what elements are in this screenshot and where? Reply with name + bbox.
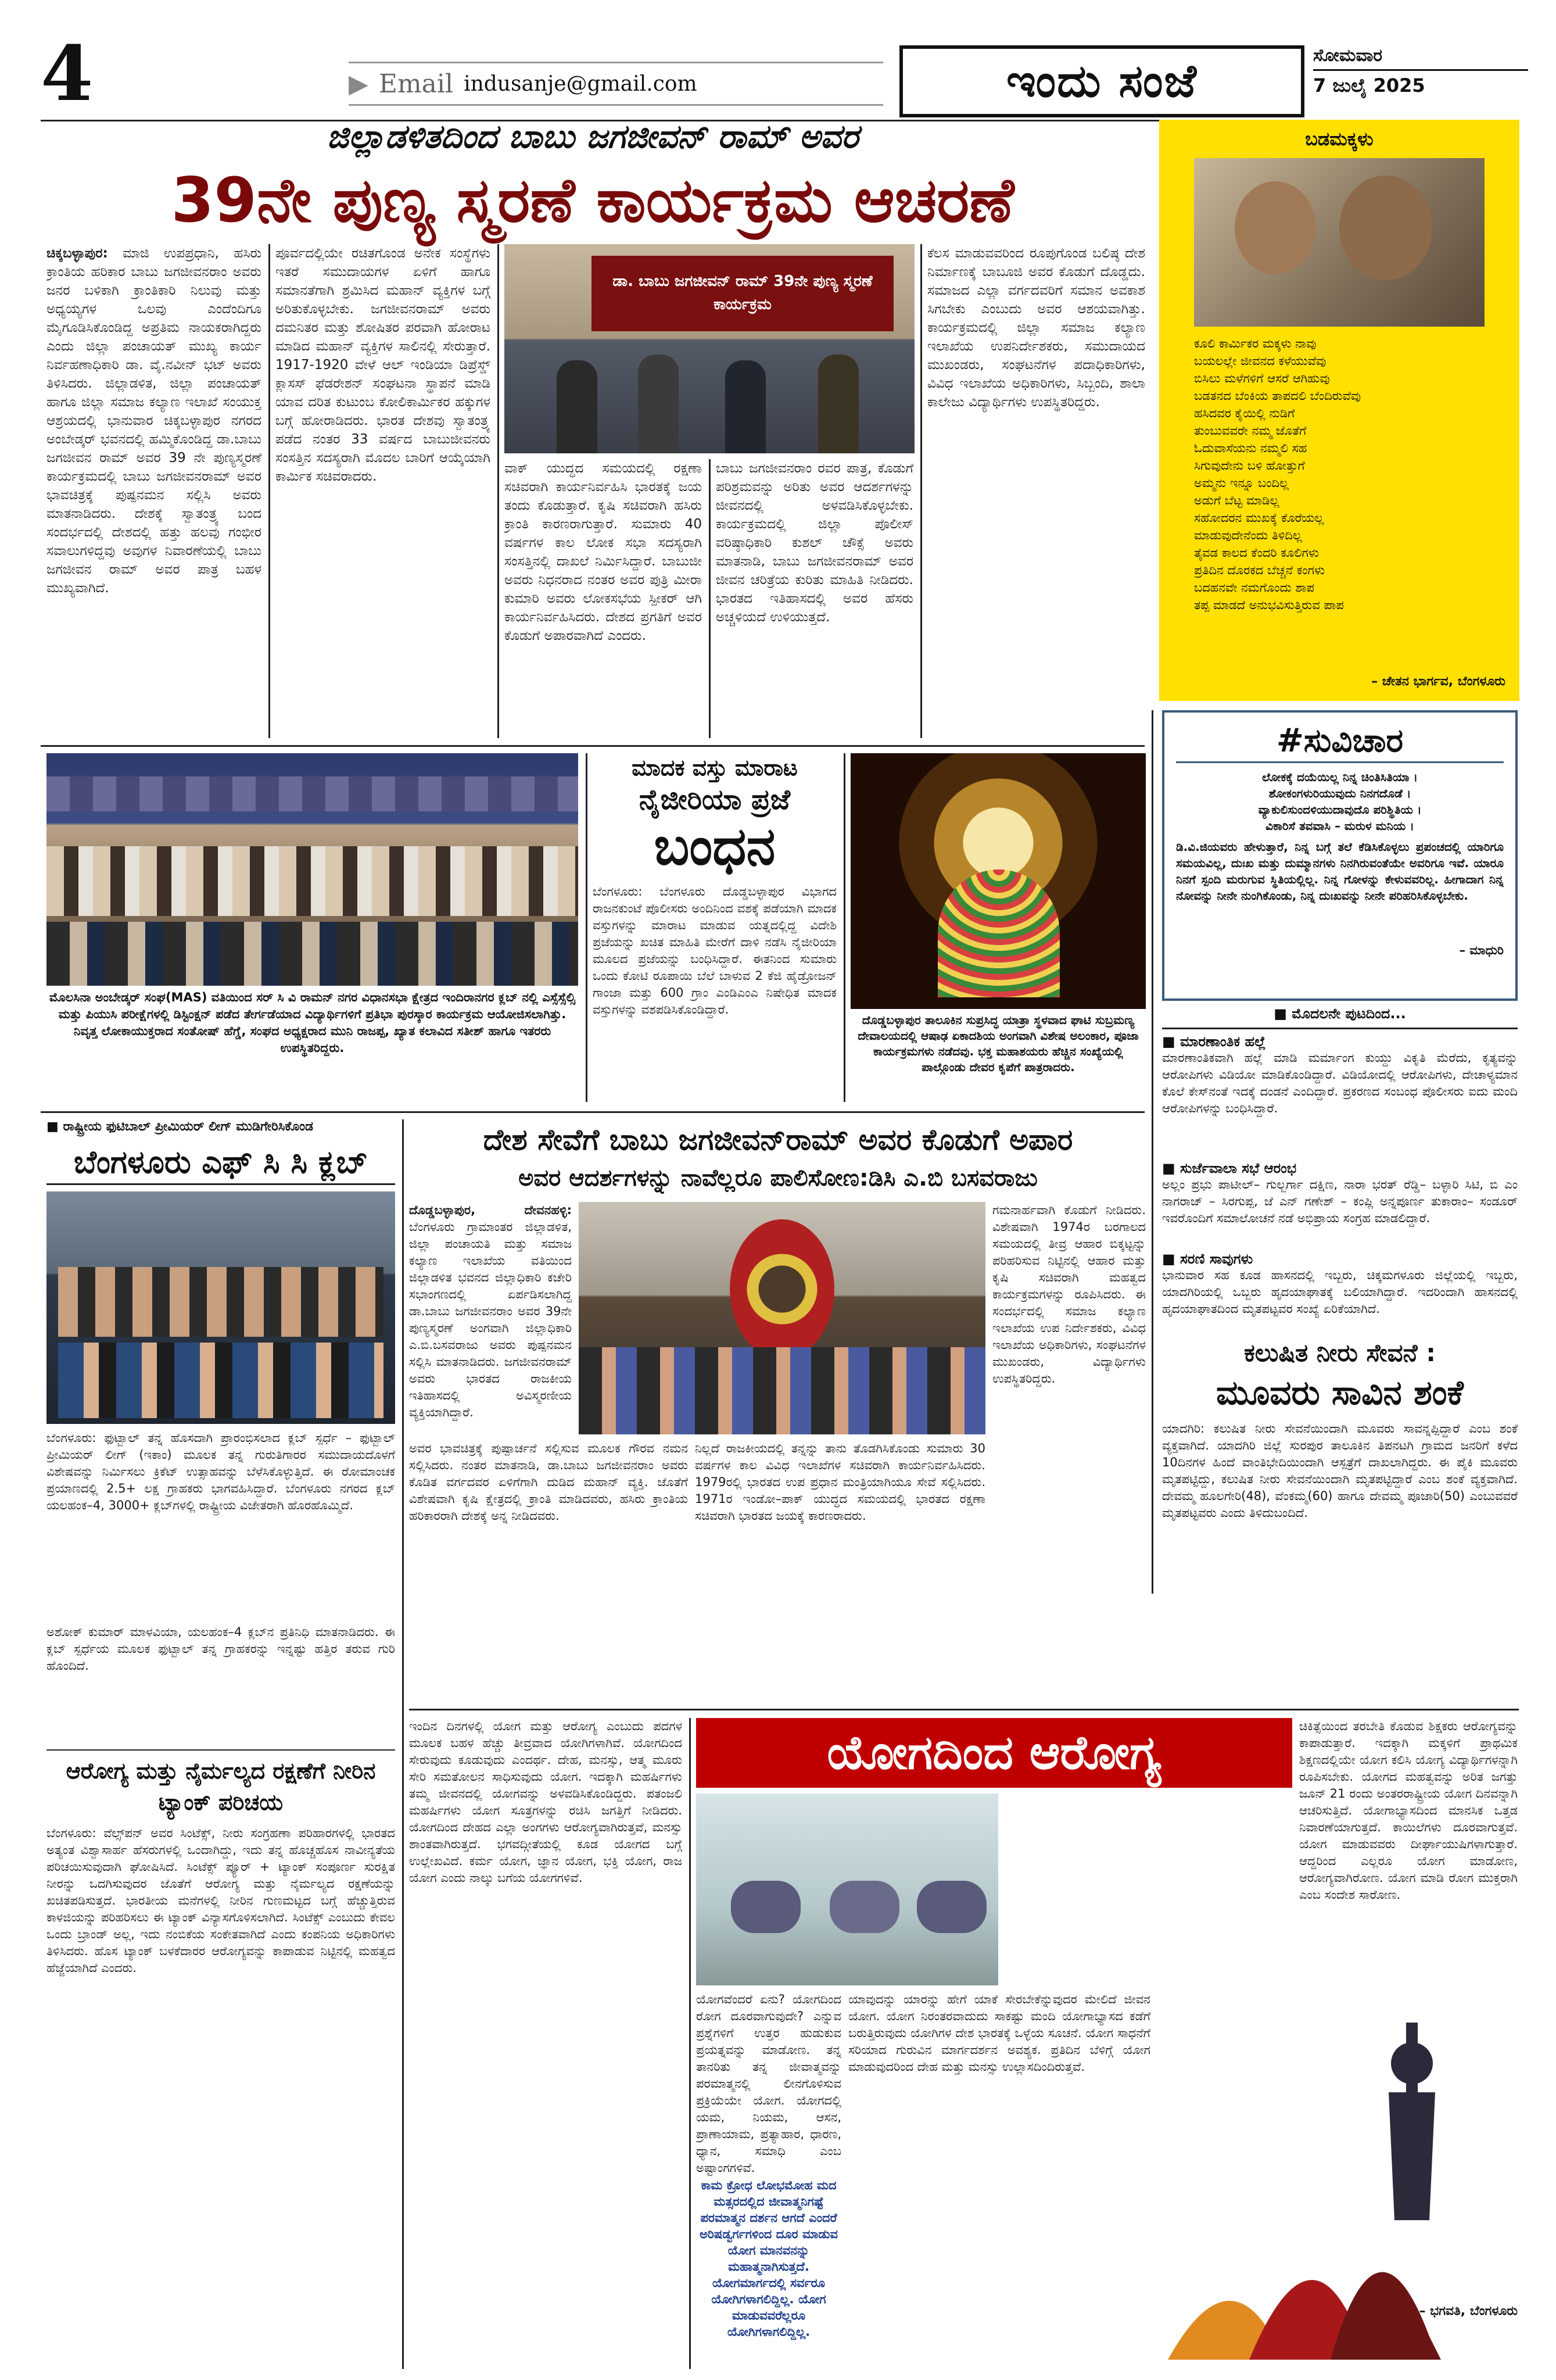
masthead (899, 45, 1304, 117)
square-icon: ■ (1274, 1005, 1292, 1022)
brief-item (1162, 1251, 1518, 1337)
brief-item (1162, 1033, 1518, 1154)
lead-photo (504, 244, 915, 453)
yoga-right: ಚಿಕಿತ್ಸೆಯಿಂದ ತರಬೇತಿ ಕೊಡುವ ಶಿಕ್ಷಕರು ಆರೋಗ್ಯವನ್ನು ಕಾಪಾಡುತ್ತಾರೆ. ಇದಕ್ಕಾಗಿ ಮಕ್ಕಳಿಗೆ ಪ್ರಾಥಮಿಕ ಶಿಕ್ಷಣದಲ್ಲಿಯೇ ಯೋಗ ಕಲಿಸಿ ಯೋಗ್ಯ ವಿದ್ಯಾರ್ಥಿಗಳನ್ನಾಗಿ ರೂಪಿಸಬೇಕು. ಯೋಗದ ಮಹತ್ವವನ್ನು ಅರಿತ ಜಗತ್ತು ಜೂನ್ 21 ರಂದು ಅಂತರರಾಷ್ಟ್ರೀಯ ಯೋಗ ದಿನವನ್ನಾಗಿ ಆಚರಿಸುತ್ತಿದೆ. ಯೋಗಾಭ್ಯಾಸದಿಂದ ಮಾನಸಿಕ ಒತ್ತಡ ನಿವಾರಣೆಯಾಗುತ್ತದೆ. ಕಾಯಿಲೆಗಳು ದೂರವಾಗುತ್ತವೆ. ಯೋಗ ಮಾಡುವವರು ದೀರ್ಘಾಯುಷಿಗಳಾಗುತ್ತಾರೆ. ಆದ್ದರಿಂದ ಎಲ್ಲರೂ ಯೋಗ ಮಾಡೋಣ, ಆರೋಗ್ಯವಾಗಿರೋಣ. ಯೋಗ ಮಾಡಿ ರೋಗ ಮುಕ್ತರಾಗಿ ಎಂಬ ಸಂದೇಶ ಸಾರೋಣ. (1299, 1719, 1518, 1902)
briefs-heading: ■ ಮೊದಲನೇ ಪುಟದಿಂದ... (1274, 1005, 1406, 1022)
lead-col5: ಕೆಲಸ ಮಾಡುವವರಿಂದ ರೂಪುಗೊಂಡ ಬಲಿಷ್ಠ ದೇಶ ನಿರ್ಮಾಣಕ್ಕೆ ಬಾಬೂಜಿ ಅವರ ಕೊಡುಗೆ ದೊಡ್ಡದು. ಸಮಾಜದ ಎಲ್ಲಾ ವರ್ಗದವರಿಗೆ ಸಮಾನ ಅವಕಾಶ ಸಿಗಬೇಕು ಎಂಬುದು ಅವರ ಆಶಯವಾಗಿತ್ತು. ಕಾರ್ಯಕ್ರಮದಲ್ಲಿ ಜಿಲ್ಲಾ ಸಮಾಜ ಕಲ್ಯಾಣ ಇಲಾಖೆಯ ಉಪನಿರ್ದೇಶಕರು, ಸಮುದಾಯದ ಮುಖಂಡರು, ಸಂಘಟನೆಗಳ ಪದಾಧಿಕಾರಿಗಳು, ವಿವಿಧ ಇಲಾಖೆಯ ಅಧಿಕಾರಿಗಳು, ಸಿಬ್ಬಂದಿ, ಶಾಲಾ ಕಾಲೇಜು ವಿದ್ಯಾರ್ಥಿಗಳು ಉಪಸ್ಥಿತರಿದ್ದರು. (927, 246, 1145, 410)
brief-body: ಭಾನುವಾರ ಸಹ ಕೂಡ ಹಾಸನದಲ್ಲಿ ಇಬ್ಬರು, ಚಿಕ್ಕಮಗಳೂರು ಜಿಲ್ಲೆಯಲ್ಲಿ ಇಬ್ಬರು, ಯಾದಗಿರಿಯಲ್ಲಿ ಒಬ್ಬರು ಹೃದಯಾಘಾತಕ್ಕೆ ಬಲಿಯಾಗಿದ್ದಾರೆ. ಇದರಿಂದಾಗಿ ಹಾಸನದಲ್ಲಿ ಹೃದಯಾಘಾತದಿಂದ ಮೃತಪಟ್ಟವರ ಸಂಖ್ಯೆ ಏರಿಕೆಯಾಗಿದೆ. (1162, 1268, 1518, 1316)
lead-kicker: ಜಿಲ್ಲಾಡಳಿತದಿಂದ ಬಾಬು ಜಗಜೀವನ್ ರಾಮ್ ಅವರ (327, 118, 859, 156)
sidebar-poem-author: – ಚೇತನ ಭಾರ್ಗವ, ಬೆಂಗಳೂರು (1371, 674, 1505, 689)
brief-title: ಸರಣಿ ಸಾವುಗಳು (1180, 1251, 1253, 1267)
babu2-col4: ಗಮನಾರ್ಹವಾಗಿ ಕೊಡುಗೆ ನೀಡಿದರು. ವಿಶೇಷವಾಗಿ 1974ರ ಬರಗಾಲದ ಸಮಯದಲ್ಲಿ ತೀವ್ರ ಆಹಾರ ಬಿಕ್ಕಟ್ಟನ್ನು ಪರಿಹರಿಸುವ ನಿಟ್ಟಿನಲ್ಲಿ ಆಹಾರ ಮತ್ತು ಕೃಷಿ ಸಚಿವರಾಗಿ ಮಹತ್ವದ ಕಾರ್ಯಕ್ರಮಗಳನ್ನು ರೂಪಿಸಿದರು. ಈ ಸಂದರ್ಭದಲ್ಲಿ ಸಮಾಜ ಕಲ್ಯಾಣ ಇಲಾಖೆಯ ಉಪ ನಿರ್ದೇಶಕರು, ವಿವಿಧ ಇಲಾಖೆಯ ಅಧಿಕಾರಿಗಳು, ಸಂಘಟನೆಗಳ ಮುಖಂಡರು, ವಿದ್ಯಾರ್ಥಿಗಳು ಉಪಸ್ಥಿತರಿದ್ದರು. (992, 1203, 1146, 1386)
email-bar (349, 62, 883, 106)
fc-body2: ಅಶೋಕ್ ಕುಮಾರ್ ಮಾಳವಿಯಾ, ಯಲಹಂಕ–4 ಕ್ಲಬ್‌ನ ಪ್ರತಿನಿಧಿ ಮಾತನಾಡಿದರು. ಈ ಕ್ಲಬ್ ಸ್ಪರ್ಧೆಯ ಮೂಲಕ ಫುಟ್ಬಾಲ್ ತನ್ನ ಗ್ರಾಹಕರನ್ನು ಇನ್ನಷ್ಟು ಹತ್ತಿರ ತರುವ ಗುರಿ ಹೊಂದಿದೆ. (46, 1625, 395, 1673)
date-block (1313, 45, 1528, 97)
square-icon: ■ (1162, 1160, 1181, 1176)
suvichara-author: – ಮಾಧುರಿ (1459, 943, 1504, 957)
fc-headline: ಬೆಂಗಳೂರು ಎಫ್ ಸಿ ಸಿ ಕ್ಲಬ್ (46, 1141, 395, 1185)
brief-body: ಮಾರಣಾಂತಿಕವಾಗಿ ಹಲ್ಲೆ ಮಾಡಿ ಮರ್ಮಾಂಗ ಕುಯ್ದು ವಿಕೃತಿ ಮೆರೆದು, ಕೃತ್ಯವನ್ನು ಆರೋಪಿಗಳು ವಿಡಿಯೋ ಮಾಡಿಕೊಂಡಿದ್ದಾರೆ. ವಿಡಿಯೋದಲ್ಲಿ ಆರೋಪಿಗಳು, ದೇಚಾಳ್ಯಮಾನ ಕೊಲೆ ಕೇಸ್‌ನಂತೆ ಇದಕ್ಕೆ ದಂಡನೆ ಎಂದಿದ್ದಾರೆ. ಪ್ರಕರಣದ ಸಂಬಂಧ ಪೊಲೀಸರು ಐದು ಮಂದಿ ಆರೋಪಿಗಳನ್ನು ಬಂಧಿಸಿದ್ದಾರೆ. (1162, 1051, 1518, 1115)
speaker-figure (725, 360, 766, 453)
lead-col3: ವಾಕ್ ಯುದ್ಧದ ಸಮಯದಲ್ಲಿ ರಕ್ಷಣಾ ಸಚಿವರಾಗಿ ಕಾರ್ಯನಿರ್ವಹಿಸಿ ಭಾರತಕ್ಕೆ ಜಯ ತಂದು ಕೊಡುತ್ತಾರೆ. ಕೃಷಿ ಸಚಿವರಾಗಿ ಹಸಿರು ಕ್ರಾಂತಿ ಕಾರಣರಾಗುತ್ತಾರೆ. ಸುಮಾರು 40 ವರ್ಷಗಳ ಕಾಲ ಲೋಕ ಸಭಾ ಸದಸ್ಯರಾಗಿ ಸಂಸತ್ತಿನಲ್ಲಿ ದಾಖಲೆ ನಿರ್ಮಿಸಿದ್ದಾರೆ. ಬಾಬುಜೀ ಅವರು ನಿಧನರಾದ ನಂತರ ಅವರ ಪುತ್ರಿ ಮೀರಾ ಕುಮಾರಿ ಅವರು ಲೋಕಸಭೆಯ ಸ್ಪೀಕರ್ ಆಗಿ ಕಾರ್ಯನಿರ್ವಹಿಸಿದರು. ದೇಶದ ಪ್ರಗತಿಗೆ ಅವರ ಕೊಡುಗೆ ಅಪಾರವಾಗಿದೆ ಎಂದರು. (504, 461, 702, 643)
sidebar-poem-text: ಕೂಲಿ ಕಾರ್ಮಿಕರ ಮಕ್ಕಳು ನಾವು ಬಯಲಲ್ಲೇ ಜೀವನದ ಕಳೆಯುವೆವು ಬಿಸಿಲು ಮಳೆಗಳಿಗೆ ಆಸರೆ ಆಗಿಹುವು ಬಡತನದ ಬೆಂಕಿಯ ತಾಪದಲಿ ಬೆಂದಿರುವೆವು ಹಸಿದವರ ಕೈಯಿಲ್ಲಿ ನುಡಿಗೆ ತುಂಬುವವರೇ ನಮ್ಮ ಜೊತೆಗೆ ಓದುವಾಸೆಯನು ನಮ್ಮಲಿ ಸಹ ಸಿಗುವುದೇನು ಬಳಿ ಹೋತ್ತುಗೆ ಅಮ್ಮನು ಇನ್ನೂ ಬಂದಿಲ್ಲ ಅಡುಗೆ ಬೆಟ್ಟ ಮಾಡಿಲ್ಲ ಸಹೋದರನ ಮುಖಕ್ಕೆ ಕೊರೆಯಲ್ಲ ಮಾಡುವುದೇನೆಂದು ತಿಳಿದಿಲ್ಲ ತೈವಡ ಕಾಲದ ಕೆಂದರಿ ಕೂಲಿಗಳು ಪ್ರತಿದಿನ ದೊರಕದ ಬೆಚ್ಚನೆ ಕಂಗಳು ಬದಹನವೇ ನಮಗೊಂದು ಶಾಪ ತಪ್ಪ ಮಾಡದೆ ಅನುಭವಿಸುತ್ತಿರುವ ಪಾಪ (1194, 337, 1361, 612)
tank-headline: ಆರೋಗ್ಯ ಮತ್ತು ನೈರ್ಮಲ್ಯದ ರಕ್ಷಣೆಗೆ ನೀರಿನ ಟ್ಯಾಂಕ್ ಪರಿಚಯ (66, 1758, 376, 1815)
fc-body: ಬೆಂಗಳೂರು: ಫುಟ್ಬಾಲ್ ತನ್ನ ಹೊಸದಾಗಿ ಪ್ರಾರಂಭಿಸಲಾದ ಕ್ಲಬ್ ಸ್ಪರ್ಧೆ – ಫುಟ್ಬಾಲ್ ಪ್ರೀಮಿಯರ್ ಲೀಗ್ (ಇಕಾಂ) ಮೂಲಕ ತನ್ನ ಗುರುತಿಗಾರರ ಸಮುದಾಯದೊಳಗೆ ವಿಶೇಷವನ್ನು ನಿರ್ಮಿಸಲು ಕ್ರಿಕೆಟ್ ಉತ್ಸಾಹವನ್ನು ಬೆಳೆಸಿಕೊಳ್ಳುತ್ತಿದೆ. ಈ ರೋಮಾಂಚಕ ಪ್ರಯಾಣದಲ್ಲಿ 2.5+ ಲಕ್ಷ ಗ್ರಾಹಕರು ಭಾಗವಹಿಸಿದ್ದಾರೆ. ಬೆಂಗಳೂರು ನಗರದ ಕ್ಲಬ್ ಯಲಹಂಕ–4, 3000+ ಕ್ಲಬ್‌ಗಳಲ್ಲಿ ರಾಷ್ಟ್ರೀಯ ವಿಜೇತರಾಗಿ ಹೊರಹೊಮ್ಮಿದೆ. (46, 1431, 395, 1512)
lead-col1-text: ಮಾಜಿ ಉಪಪ್ರಧಾನಿ, ಹಸಿರು ಕ್ರಾಂತಿಯ ಹರಿಕಾರ ಬಾಬು ಜಗಜೀವನರಾಂ ಅವರು ಜನರ ಬಳಿಕಾಗಿ ಕ್ರಾಂತಿಕಾರಿ ನಿಲುವು ಮತ್ತು ಅಧ್ಯಯ್ಯಗಳ ಒಲವು ಎಂದೆಂದಿಗೂ ಮೈಗೂಡಿಸಿಕೊಂಡಿದ್ದ ಅಪ್ರತಿಮ ನಾಯಕರಾಗಿದ್ದರು ಎಂದು ಜಿಲ್ಲಾ ಪಂಚಾಯತ್ ಮುಖ್ಯ ಕಾರ್ಯ ನಿರ್ವಹಣಾಧಿಕಾರಿ ಡಾ. ವೈ.ನವೀನ್ ಭಟ್ ಅವರು ತಿಳಿಸಿದರು. ಜಿಲ್ಲಾಡಳಿತ, ಜಿಲ್ಲಾ ಪಂಚಾಯತ್ ಹಾಗೂ ಜಿಲ್ಲಾ ಸಮಾಜ ಕಲ್ಯಾಣ ಇಲಾಖೆ ಸಂಯುಕ್ತ ಆಶ್ರಯದಲ್ಲಿ ಭಾನುವಾರ ಚಿಕ್ಕಬಳ್ಳಾಪುರ ನಗರದ ಅಂಬೇಡ್ಕರ್ ಭವನದಲ್ಲಿ ಹಮ್ಮಿಕೊಂಡಿದ್ದ ಡಾ.ಬಾಬು ಜಗಜೀವನ ರಾಮ್ ಅವರ 39 ನೇ ಪುಣ್ಯಸ್ಮರಣೆ ಕಾರ್ಯಕ್ರಮದಲ್ಲಿ ಬಾಬು ಜಗಜೀವನರಾಮ್ ಅವರ ಭಾವಚಿತ್ರಕ್ಕೆ ಪುಷ್ಪನಮನ ಸಲ್ಲಿಸಿ ಅವರು ಮಾತನಾಡಿದರು. ದೇಶಕ್ಕೆ ಸ್ವಾತಂತ್ರ್ಯ ಬಂದ ಸಂದರ್ಭದಲ್ಲಿ ದೇಶದಲ್ಲಿ ಹತ್ತು ಹಲವು ಗಂಭೀರ ಸವಾಲುಗಳಿದ್ದವು ಅವುಗಳ ನಿವಾರಣೆಯಲ್ಲಿ ಬಾಬು ಜಗಜೀವನ ರಾಮ್ ಅವರ ಪಾತ್ರ ಬಹಳ ಮುಖ್ಯವಾಗಿದೆ. (46, 246, 261, 596)
email-label: Email (378, 69, 454, 99)
date-label: 7 ಜುಲೈ 2025 (1313, 74, 1425, 96)
fc-kicker: ■ ರಾಷ್ಟ್ರೀಯ ಫುಟಿಬಾಲ್ ಪ್ರೀಮಿಯರ್ ಲೀಗ್ ಮುಡಿಗೇರಿಸಿಕೊಂಡ (46, 1119, 313, 1134)
suvichara-title: #ಸುವಿಚಾರ (1176, 721, 1504, 763)
nigeria-kicker: ಮಾದಕ ವಸ್ತು ಮಾರಾಟ (632, 755, 798, 781)
page-number: 4 (41, 29, 94, 118)
brief-title: ಮಾರಣಾಂತಿಕ ಹಲ್ಲೆ (1180, 1033, 1266, 1050)
fc-photo (46, 1191, 395, 1424)
babu2-col1: ದೊಡ್ಡಬಳ್ಳಾಪುರ, ದೇವನಹಳ್ಳಿ: ಬೆಂಗಳೂರು ಗ್ರಾಮಾಂತರ ಜಿಲ್ಲಾಡಳಿತ, ಜಿಲ್ಲಾ ಪಂಚಾಯತಿ ಮತ್ತು ಸಮಾಜ ಕಲ್ಯಾಣ ಇಲಾಖೆಯ ವತಿಯಿಂದ ಜಿಲ್ಲಾಡಳಿತ ಭವನದ ಜಿಲ್ಲಾಧಿಕಾರಿ ಕಚೇರಿ ಸಭಾಂಗಣದಲ್ಲಿ ಏರ್ಪಡಿಸಲಾಗಿದ್ದ ಡಾ.ಬಾಬು ಜಗಜೀವನರಾಂ ಅವರ 39ನೇ ಪುಣ್ಯಸ್ಮರಣೆ ಅಂಗವಾಗಿ ಜಿಲ್ಲಾಧಿಕಾರಿ ಎ.ಬಿ.ಬಸವರಾಜು ಅವರು ಪುಷ್ಪನಮನ ಸಲ್ಲಿಸಿ ಮಾತನಾಡಿದರು. ಜಗಜೀವನರಾಮ್ ಅವರು ಭಾರತದ ರಾಜಕೀಯ ಇತಿಹಾಸದಲ್ಲಿ ಅವಿಸ್ಮರಣೀಯ ವ್ಯಕ್ತಿಯಾಗಿದ್ದಾರೆ. (409, 1203, 572, 1419)
yoga-mid: ಯೋಗವೆಂದರೆ ಏನು? ಯೋಗದಿಂದ ರೋಗ ದೂರವಾಗುವುದೇ? ಎನ್ನುವ ಪ್ರಶ್ನೆಗಳಿಗೆ ಉತ್ತರ ಹುಡುಕುವ ಪ್ರಯತ್ನವನ್ನು ಮಾಡೋಣ. ತನ್ನ ತಾನರಿತು ತನ್ನ ಜೀವಾತ್ಮವನ್ನು ಪರಮಾತ್ಮನಲ್ಲಿ ಲೀನಗೊಳಿಸುವ ಪ್ರಕ್ರಿಯೆಯೇ ಯೋಗ. ಯೋಗದಲ್ಲಿ ಯಮ, ನಿಯಮ, ಆಸನ, ಪ್ರಾಣಾಯಾಮ, ಪ್ರತ್ಯಾಹಾರ, ಧಾರಣ, ಧ್ಯಾನ, ಸಮಾಧಿ ಎಂಬ ಅಷ್ಟಾಂಗಗಳಿವೆ. (696, 1992, 841, 2175)
square-icon: ■ (1162, 1251, 1181, 1267)
yoga-headline: ಯೋಗದಿಂದ ಆರೋಗ್ಯ (827, 1726, 1161, 1780)
tank-body: ಬೆಂಗಳೂರು: ವೆಲ್ಸ್‌ಪನ್ ಅವರ ಸಿಂಟೆಕ್ಸ್, ನೀರು ಸಂಗ್ರಹಣಾ ಪರಿಹಾರಗಳಲ್ಲಿ ಭಾರತದ ಅತ್ಯಂತ ವಿಶ್ವಾಸಾರ್ಹ ಹೆಸರುಗಳಲ್ಲಿ ಒಂದಾಗಿದ್ದು, ಇದು ತನ್ನ ಹೊಚ್ಚಹೊಸ ನಾವೀನ್ಯತೆಯ ಪರಿಚಯಿಸುವುದಾಗಿ ಘೋಷಿಸಿದೆ. ಸಿಂಟೆಕ್ಸ್ ಪ್ಯೂರ್ + ಟ್ಯಾಂಕ್ ಸಂಪೂರ್ಣ ಸುರಕ್ಷಿತ ನೀರನ್ನು ಒದಗಿಸುವುದರ ಜೊತೆಗೆ ಆರೋಗ್ಯ ಮತ್ತು ನೈರ್ಮಲ್ಯದ ರಕ್ಷಣೆಯನ್ನು ಖಚಿತಪಡಿಸುತ್ತದೆ. ಭಾರತೀಯ ಮನೆಗಳಲ್ಲಿ ನೀರಿನ ಗುಣಮಟ್ಟದ ಬಗ್ಗೆ ಹೆಚ್ಚುತ್ತಿರುವ ಕಾಳಜಿಯನ್ನು ಪರಿಹರಿಸಲು ಈ ಟ್ಯಾಂಕ್ ವಿನ್ಯಾಸಗೊಳಿಸಲಾಗಿದೆ. ಸಿಂಟೆಕ್ಸ್ ಎಂಬುದು ಕೇವಲ ಒಂದು ಬ್ರಾಂಡ್ ಅಲ್ಲ, ಇದು ನಂಬಿಕೆಯ ಸಂಕೇತವಾಗಿದೆ ಎಂದು ಕಂಪನಿಯ ಅಧಿಕಾರಿಗಳು ತಿಳಿಸಿದರು. ಹೊಸ ಟ್ಯಾಂಕ್ ಬಳಕೆದಾರರ ಆರೋಗ್ಯವನ್ನು ಕಾಪಾಡುವ ನಿಟ್ಟಿನಲ್ಲಿ ಮಹತ್ವದ ಹೆಜ್ಜೆಯಾಗಿದೆ ಎಂದರು. (46, 1826, 395, 1975)
lead-headline: 39ನೇ ಪುಣ್ಯ ಸ್ಮರಣೆ ಕಾರ್ಯಕ್ರಮ ಆಚರಣೆ (171, 164, 1014, 236)
sidebar-poem (1159, 120, 1519, 701)
masthead-title: ಇಂದು ಸಂಜೆ (1006, 55, 1198, 108)
temple-photo (851, 753, 1146, 1009)
square-icon: ■ (1162, 1033, 1181, 1050)
suvichara-box (1162, 710, 1518, 1001)
yoga-mid2: ಯಾವುದನ್ನು ಯಾರನ್ನು ಹೇಗೆ ಯಾಕೆ ಸೇರಬೇಕೆನ್ನುವುದರ ಮೇಲಿದೆ ಜೀವನ ಯೋಗ. ಯೋಗ ನಿರಂತರವಾದುದು ಸಾಕಷ್ಟು ಮಂದಿ ಯೋಗಾಭ್ಯಾಸದ ಕಡೆಗೆ ಬರುತ್ತಿರುವುದು ಯೋಗಿಗಳ ದೇಶ ಭಾರತಕ್ಕೆ ಒಳ್ಳೆಯ ಸೂಚನೆ. ಯೋಗ ಸಾಧನೆಗೆ ಸರಿಯಾದ ಗುರುವಿನ ಮಾರ್ಗದರ್ಶನ ಅವಶ್ಯಕ. ಪ್ರತಿದಿನ ಬೆಳಿಗ್ಗೆ ಯೋಗ ಮಾಡುವುದರಿಂದ ದೇಹ ಮತ್ತು ಮನಸ್ಸು ಉಲ್ಲಾಸದಿಂದಿರುತ್ತವೆ. (848, 1992, 1150, 2074)
babu2-col3: ನಿಲ್ಲದೆ ರಾಜಕೀಯದಲ್ಲಿ ತನ್ನನ್ನು ತಾನು ತೊಡಗಿಸಿಕೊಂಡು ಸುಮಾರು 30 ವರ್ಷಗಳ ಕಾಲ ವಿವಿಧ ಇಲಾಖೆಗಳ ಸಚಿವರಾಗಿ ಕಾರ್ಯನಿರ್ವಹಿಸಿದರು. 1979ರಲ್ಲಿ ಭಾರತದ ಉಪ ಪ್ರಧಾನ ಮಂತ್ರಿಯಾಗಿಯೂ ಸೇವೆ ಸಲ್ಲಿಸಿದರು. 1971ರ ಇಂಡೋ–ಪಾಕ್ ಯುದ್ಧದ ಸಮಯದಲ್ಲಿ ಭಾರತದ ರಕ್ಷಣಾ ಸಚಿವರಾಗಿ ಭಾರತದ ಜಯಕ್ಕೆ ಕಾರಣರಾದರು. (695, 1441, 985, 1523)
yoga-photo (696, 1794, 998, 1985)
lead-col4: ಬಾಬು ಜಗಜೀವನರಾಂ ರವರ ಪಾತ್ರ, ಕೊಡುಗೆ ಪರಿಶ್ರಮವನ್ನು ಅರಿತು ಅವರ ಆದರ್ಶಗಳನ್ನು ಜೀವನದಲ್ಲಿ ಅಳವಡಿಸಿಕೊಳ್ಳಬೇಕು. ಕಾರ್ಯಕ್ರಮದಲ್ಲಿ ಜಿಲ್ಲಾ ಪೊಲೀಸ್ ವರಿಷ್ಠಾಧಿಕಾರಿ ಕುಶಲ್ ಚೌಕ್ಸೆ ಅವರು ಮಾತನಾಡಿ, ಬಾಬು ಜಗಜೀವನರಾಮ್ ಅವರ ಜೀವನ ಚರಿತ್ರೆಯ ಕುರಿತು ಮಾಹಿತಿ ನೀಡಿದರು. ಭಾರತದ ಇತಿಹಾಸದಲ್ಲಿ ಅವರ ಹೆಸರು ಅಚ್ಚಳಿಯದೆ ಉಳಿಯುತ್ತದೆ. (716, 461, 913, 625)
speaker-figure (818, 355, 859, 453)
chevron-icon: ▶ (349, 69, 368, 99)
temple-caption: ದೊಡ್ಡಬಳ್ಳಾಪುರ ತಾಲೂಕಿನ ಸುಪ್ರಸಿದ್ಧ ಯಾತ್ರಾ ಸ್ಥಳವಾದ ಘಾಟಿ ಸುಬ್ರಮಣ್ಯ ದೇವಾಲಯದಲ್ಲಿ ಆಷಾಢ ಏಕಾದಶಿಯ ಅಂಗವಾಗಿ ವಿಶೇಷ ಅಲಂಕಾರ, ಪೂಜಾ ಕಾರ್ಯಕ್ರಮಗಳು ನಡೆದವು. ಭಕ್ತ ಮಹಾಶಯರು ಹೆಚ್ಚಿನ ಸಂಖ್ಯೆಯಲ್ಲಿ ಪಾಲ್ಗೊಂಡು ದೇವರ ಕೃಪೆಗೆ ಪಾತ್ರರಾದರು. (858, 1013, 1139, 1074)
lead-col1 (46, 244, 261, 738)
speaker-figure (557, 360, 597, 453)
yoga-quote: ಕಾಮ ಕ್ರೋಧ ಲೋಭಮೋಹ ಮದ ಮತ್ಸರದಲ್ಲಿದ ಜೀವಾತ್ಮನಿಗಷ್ಟೆ ಪರಮಾತ್ಮನ ದರ್ಶನ ಆಗದೆ ಎಂದರೆ ಅರಿಷಡ್ವರ್ಗಗಳಿಂದ ದೂರ ಮಾಡುವ ಯೋಗ ಮಾನವನನ್ನು ಮಹಾತ್ಮನಾಗಿಸುತ್ತದೆ. ಯೋಗಮಾರ್ಗದಲ್ಲಿ ಸರ್ವರೂ ಯೋಗಿಗಳಾಗಲಿದ್ದಿಲ್ಲ. ಯೋಗ ಮಾಡುವವರೆಲ್ಲರೂ ಯೋಗಿಗಳಾಗಲಿದ್ದಿಲ್ಲ. (696, 2177, 841, 2369)
email-address: indusanje@gmail.com (464, 71, 697, 96)
lead-dateline: ಚಿಕ್ಕಬಳ್ಳಾಪುರ: (46, 246, 108, 261)
sidebar-poem-title: ಬಡಮಕ್ಕಳು (1305, 128, 1374, 150)
water-body: ಯಾದಗಿರಿ: ಕಲುಷಿತ ನೀರು ಸೇವನೆಯಿಂದಾಗಿ ಮೂವರು ಸಾವನ್ನಪ್ಪಿದ್ದಾರೆ ಎಂಬ ಶಂಕೆ ವ್ಯಕ್ತವಾಗಿದೆ. ಯಾದಗಿರಿ ಜಿಲ್ಲೆ ಸುರಪುರ ತಾಲೂಕಿನ ತಿಪನಟಗಿ ಗ್ರಾಮದ ಜನರಿಗೆ ಕಳೆದ 10ದಿನಗಳ ಹಿಂದೆ ವಾಂತಿಭೇದಿಯಿಂದಾಗಿ ಆಸ್ಪತ್ರೆಗೆ ದಾಖಲಾಗಿದ್ದರು. ಈ ಪೈಕಿ ಮೂವರು ಮೃತಪಟ್ಟಿದ್ದು, ಕಲುಷಿತ ನೀರು ಸೇವನೆಯಿಂದಾಗಿ ಮೃತಪಟ್ಟಿದ್ದಾರೆ ಎಂಬ ಶಂಕೆ ವ್ಯಕ್ತವಾಗಿದೆ. ದೇವಮ್ಮ ಹೂಲಗೇರಿ(48), ವೆಂಕಮ್ಮ(60) ಹಾಗೂ ದೇವಮ್ಮ ಪೂಜಾರಿ(50) ಎಂಬುವವರೆ ಮೃತಪಟ್ಟವರು ಎಂದು ತಿಳಿದುಬಂದಿದೆ. (1162, 1422, 1518, 1520)
yoga-headline-box (696, 1718, 1292, 1788)
yoga-author: – ಭಗವತಿ, ಬೆಂಗಳೂರು (1419, 2304, 1518, 2318)
nigeria-headline: ಬಂಧನ (654, 816, 776, 877)
brief-body: ಅಲ್ಲಂ ಪ್ರಭು ಪಾಟೀಲ್– ಗುಲ್ಬರ್ಗಾ ದಕ್ಷಿಣ, ನಾರಾ ಭರತ್ ರೆಡ್ಡಿ– ಬಳ್ಳಾರಿ ಸಿಟಿ, ಬಿ ಎಂ ನಾಗರಾಜ್ – ಸಿರಗುಪ್ಪ, ಜೆ ಎನ್ ಗಣೇಶ್ – ಕಂಪ್ಲಿ ಅನ್ನಪೂರ್ಣ ತುಕಾರಾಂ– ಸಂಡೂರ್ ಇವರೊಂದಿಗೆ ಸಮಾಲೋಚನೆ ನಡೆ ಅಭಿಪ್ರಾಯ ಸಂಗ್ರಹ ಮಾಡಲಿದ್ದಾರೆ. (1162, 1178, 1518, 1225)
water-headline: ಮೂವರು ಸಾವಿನ ಶಂಕೆ (1216, 1373, 1464, 1412)
brief-item (1162, 1160, 1518, 1246)
babu2-dateline: ದೊಡ್ಡಬಳ್ಳಾಪುರ, ದೇವನಹಳ್ಳಿ: (409, 1203, 572, 1217)
yoga-intro: ಇಂದಿನ ದಿನಗಳಲ್ಲಿ ಯೋಗ ಮತ್ತು ಆರೋಗ್ಯ ಎಂಬುದು ಪದಗಳ ಮೂಲಕ ಬಹಳ ಹೆಚ್ಚು ತೀವ್ರವಾದ ಯೋಗಿಗಳಾಗಿವೆ. ಯೋಗದಿಂದ ಸೇರುವುದು ಕೂಡುವುದು ಎಂದರ್ಥ. ದೇಹ, ಮನಸ್ಸು, ಆತ್ಮ ಮೂರು ಸೇರಿ ಸಮತೋಲನ ಸಾಧಿಸುವುದು ಯೋಗ. ಇದಕ್ಕಾಗಿ ಮಹರ್ಷಿಗಳು ತಮ್ಮ ಜೀವನದಲ್ಲಿ ಯೋಗವನ್ನು ಅಳವಡಿಸಿಕೊಂಡಿದ್ದರು. ಪತಂಜಲಿ ಮಹರ್ಷಿಗಳು ಯೋಗ ಸೂತ್ರಗಳನ್ನು ರಚಿಸಿ ಜಗತ್ತಿಗೆ ನೀಡಿದರು. ಯೋಗದಿಂದ ದೇಹದ ಎಲ್ಲಾ ಅಂಗಗಳು ಆರೋಗ್ಯವಾಗಿರುತ್ತವೆ, ಮನಸ್ಸು ಶಾಂತವಾಗಿರುತ್ತದೆ. ಭಗವದ್ಗೀತೆಯಲ್ಲಿ ಕೂಡ ಯೋಗದ ಬಗ್ಗೆ ಉಲ್ಲೇಖವಿದೆ. ಕರ್ಮ ಯೋಗ, ಜ್ಞಾನ ಯೋಗ, ಭಕ್ತಿ ಯೋಗ, ರಾಜ ಯೋಗ ಎಂದು ನಾಲ್ಕು ಬಗೆಯ ಯೋಗಗಳಿವೆ. (409, 1719, 682, 1885)
mas-caption: ಮೊಲಸಿನಾ ಅಂಬೇಡ್ಕರ್ ಸಂಘ(MAS) ವತಿಯಿಂದ ಸರ್ ಸಿ ವಿ ರಾಮನ್ ನಗರ ವಿಧಾನಸಭಾ ಕ್ಷೇತ್ರದ ಇಂದಿರಾನಗರ ಕ್ಲಬ್ ನಲ್ಲಿ ಎಸ್ಸೆಸ್ಸೆಲ್ಸಿ ಮತ್ತು ಪಿಯುಸಿ ಪರೀಕ್ಷೆಗಳಲ್ಲಿ ಡಿಸ್ಟಿಂಕ್ಷನ್ ಪಡೆದ ತೇರ್ಗಡೆಯಾದ ವಿದ್ಯಾರ್ಥಿಗಳಿಗೆ ಪ್ರತಿಭಾ ಪುರಸ್ಕಾರ ಕಾರ್ಯಕ್ರಮ ಆಯೋಜಿಸಲಾಗಿತ್ತು. ನಿವೃತ್ತ ಲೋಕಾಯುಕ್ತರಾದ ಸಂತೋಷ್ ಹೆಗ್ಡೆ, ಸಂಘದ ಅಧ್ಯಕ್ಷರಾದ ಮುನಿ ರಾಜಪ್ಪ, ಖ್ಯಾತ ಕಲಾವಿದ ಸತೀಶ್ ಹಾಗೂ ಇತರರು ಉಪಸ್ಥಿತರಿದ್ದರು. (49, 990, 576, 1055)
water-kicker: ಕಲುಷಿತ ನೀರು ಸೇವನೆ : (1243, 1338, 1436, 1367)
babu2-subhead: ಅವರ ಆದರ್ಶಗಳನ್ನು ನಾವೆಲ್ಲರೂ ಪಾಲಿಸೋಣ:ಡಿಸಿ ಎ.ಬಿ ಬಸವರಾಜು (518, 1165, 1038, 1191)
babu2-col2: ಅವರ ಭಾವಚಿತ್ರಕ್ಕೆ ಪುಷ್ಪಾರ್ಚನೆ ಸಲ್ಲಿಸುವ ಮೂಲಕ ಗೌರವ ನಮನ ಸಲ್ಲಿಸಿದರು. ನಂತರ ಮಾತನಾಡಿ, ಡಾ.ಬಾಬು ಜಗಜೀವನರಾಂ ಅವರು ಕೊಡಿತ ವರ್ಗದವರ ಏಳಿಗೆಗಾಗಿ ದುಡಿದ ಮಹಾನ್ ವ್ಯಕ್ತಿ. ಜೊತೆಗೆ ವಿಶೇಷವಾಗಿ ಕೃಷಿ ಕ್ಷೇತ್ರದಲ್ಲಿ ಕ್ರಾಂತಿ ಮಾಡಿದವರು, ಹಸಿರು ಕ್ರಾಂತಿಯ ಹರಿಕಾರರಾಗಿ ದೇಶಕ್ಕೆ ಅನ್ನ ನೀಡಿದವರು. (409, 1441, 688, 1523)
nigeria-kicker2: ನೈಜೀರಿಯಾ ಪ್ರಜೆ (639, 783, 791, 816)
nigeria-body: ಬೆಂಗಳೂರು: ಬೆಂಗಳೂರು ದೊಡ್ಡಬಳ್ಳಾಪುರ ವಿಭಾಗದ ರಾಜನಕುಂಟೆ ಪೊಲೀಸರು ಅಂದಿನಿಂದ ವಶಕ್ಕೆ ಪಡೆಯಾಗಿ ಮಾದಕ ವಸ್ತುಗಳನ್ನು ಮಾರಾಟ ಮಾಡುವ ಯತ್ನದಲ್ಲಿದ್ದ ವಿದೇಶಿ ಪ್ರಜೆಯನ್ನು ಖಚಿತ ಮಾಹಿತಿ ಮೇರೆಗೆ ದಾಳಿ ನಡೆಸಿ ನೈಜೀರಿಯಾ ಮೂಲದ ಪ್ರಜೆಯನ್ನು ಬಂಧಿಸಿದ್ದಾರೆ. ಈತನಿಂದ ಸುಮಾರು ಒಂದು ಕೋಟಿ ರೂಪಾಯಿ ಬೆಲೆ ಬಾಳುವ 2 ಕೆಜಿ ಹೈಡ್ರೋಜನ್ ಗಾಂಜಾ ಮತ್ತು 600 ಗ್ರಾಂ ಎಂಡಿಎಂಎ ನಿಷೇಧಿತ ಮಾದಕ ವಸ್ತುಗಳನ್ನು ವಶಪಡಿಸಿಕೊಂಡಿದ್ದಾರೆ. (593, 885, 837, 1017)
mas-group-photo (46, 753, 578, 986)
babu2-photo (579, 1202, 985, 1434)
suvichara-verse: ಲೋಕಕ್ಕೆ ದಯೆಯಿಲ್ಲ ನಿನ್ನ ಚಿಂತಿಸಿತಿಯಾ । ಶೋಕಂಗಳುರಿಯುವುದು ನಿನಗದೊಡೆ । ವ್ಯಾಕುಲಿಸುಂದಳಿಯುದಾವುದೊ ಪರಿಶ್ಥಿತಿಯ । ವಿಕಾರಿಸೆ ತವವಾಸಿ – ಮರುಳ ಮನಿಯ । (1258, 770, 1422, 833)
day-label: ಸೋಮವಾರ (1313, 45, 1528, 71)
babu2-headline: ದೇಶ ಸೇವೆಗೆ ಬಾಬು ಜಗಜೀವನ್‌ರಾಮ್ ಅವರ ಕೊಡುಗೆ ಅಪಾರ (483, 1123, 1073, 1157)
speaker-figure (638, 355, 679, 453)
brief-title: ಸುರ್ಜೆವಾಲಾ ಸಭೆ ಆರಂಭ (1180, 1160, 1297, 1176)
children-photo (1194, 158, 1485, 327)
square-icon: ■ (46, 1119, 63, 1134)
lead-photo-banner: ಡಾ. ಬಾಬು ಜಗಜೀವನ್ ರಾಮ್ 39ನೇ ಪುಣ್ಯ ಸ್ಮರಣೆ ಕಾರ್ಯಕ್ರಮ (591, 256, 894, 331)
suvichara-body: ಡಿ.ವಿ.ಜಿಯವರು ಹೇಳುತ್ತಾರೆ, ನಿನ್ನ ಬಗ್ಗೆ ತಲೆ ಕೆಡಿಸಿಕೊಳ್ಳಲು ಪ್ರಪಂಚದಲ್ಲಿ ಯಾರಿಗೂ ಸಮಯವಿಲ್ಲ, ದುಃಖ ಮತ್ತು ದುಮ್ಮಾನಗಳು ನಿನಗಿರುವಂತೆಯೇ ಅವರಿಗೂ ಇವೆ. ಯಾರೂ ನಿನಗೆ ಸ್ಪಂದಿ ಮರುಗುವ ಸ್ಥಿತಿಯಲ್ಲಿಲ್ಲ. ನಿನ್ನ ಗೋಳನ್ನು ಕೇಳುವವರಿಲ್ಲ. ಹೀಗಾದಾಗ ನಿನ್ನ ನೋವನ್ನು ನೀನೇ ನುಂಗಿಕೊಂಡು, ನಿನ್ನ ದುಃಖವನ್ನು ನೀನೇ ಪರಿಹರಿಸಿಕೊಳ್ಳಬೇಕು. (1176, 840, 1504, 903)
lead-col2: ಪೂರ್ವದಲ್ಲಿಯೇ ರಚಿತಗೊಂಡ ಅನೇಕ ಸಂಸ್ಥೆಗಳು ಇತರೆ ಸಮುದಾಯಗಳ ಏಳಿಗೆ ಹಾಗೂ ಸಮಾನತೆಗಾಗಿ ಶ್ರಮಿಸಿದ ಮಹಾನ್ ವ್ಯಕ್ತಿಗಳ ಬಗ್ಗೆ ಅರಿತುಕೊಳ್ಳಬೇಕು. ಜಗಜೀವನರಾಮ್ ಅವರು ದಮನಿತರ ಮತ್ತು ಶೋಷಿತರ ಪರವಾಗಿ ಹೋರಾಟ ಮಾಡಿದ ಮಹಾನ್ ವ್ಯಕ್ತಿಗಳ ಸಾಲಿನಲ್ಲಿ ಸೇರುತ್ತಾರೆ. 1917-1920 ವೇಳೆ ಆಲ್ ಇಂಡಿಯಾ ಡಿಪ್ರೆಸ್ಡ್ ಕ್ಲಾಸಸ್ ಫೆಡರೇಶನ್ ಸಂಘಟನಾ ಸ್ಥಾಪನೆ ಮಾಡಿ ಯಾವ ದರಿತ ಕುಟುಂಬ ಕೋಲಿಕಾರ್ಮಿಕರ ಹಕ್ಕುಗಳ ಬಗ್ಗೆ ಹೋರಾಡಿದರು. ಭಾರತ ದೇಶವು ಸ್ವಾತಂತ್ರ್ಯ ಪಡೆದ ನಂತರ 33 ವರ್ಷದ ಬಾಬುಜೀವನರು ಸಂಸತ್ತಿನ ಸದಸ್ಯರಾಗಿ ಮೊದಲ ಬಾರಿಗೆ ಆಯ್ಕೆಯಾಗಿ ಕಾರ್ಮಿಕ ಸಚಿವರಾದರು. (275, 246, 490, 484)
